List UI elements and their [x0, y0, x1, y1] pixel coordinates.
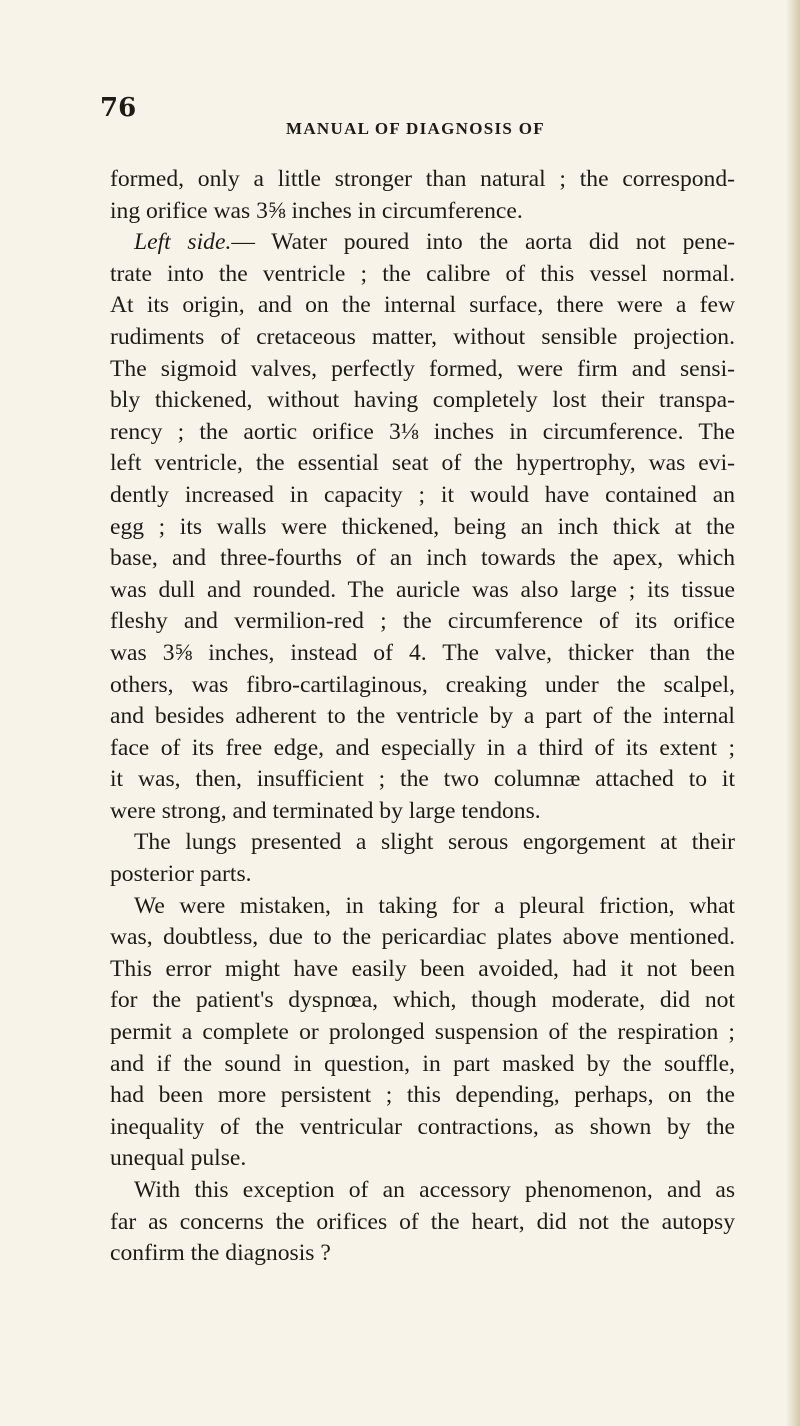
- text-line: This error might have easily been avoided, had it not been: [110, 955, 735, 982]
- text-line: posterior parts.: [110, 861, 252, 888]
- text-line: rudiments of cretaceous matter, without sensible projection.: [110, 323, 735, 350]
- text-line: it was, then, insufficient ; the two columnæ attached to it: [110, 766, 735, 793]
- text-line: ing orifice was 3⅝ inches in circumference.: [110, 197, 523, 224]
- text-line: far as concerns the orifices of the heart, did not the autopsy: [110, 1208, 735, 1235]
- text-line: At its origin, and on the internal surface, there were a few: [110, 292, 735, 319]
- paragraph: [110, 1175, 735, 1270]
- text-line: [110, 227, 735, 259]
- text-line: had been more persistent ; this depending, perhaps, on the: [110, 1082, 735, 1109]
- page-edge-shadow: [786, 0, 800, 1426]
- text-line: permit a complete or prolonged suspension of the respiration ;: [110, 1019, 735, 1046]
- text-line: base, and three-fourths of an inch towards the apex, which: [110, 545, 735, 572]
- italic-lead: Left side.: [134, 229, 232, 256]
- page-header: [100, 93, 740, 138]
- running-head: MANUAL OF DIAGNOSIS OF: [286, 119, 545, 138]
- paragraph: [110, 164, 735, 227]
- page-number: 76: [100, 93, 137, 123]
- paragraph: [110, 827, 735, 890]
- text-line: The lungs presented a slight serous engorgement at their: [134, 829, 735, 856]
- text-line: The sigmoid valves, perfectly formed, were firm and sensi-: [110, 355, 735, 382]
- text-line: dently increased in capacity ; it would have contained an: [110, 481, 735, 508]
- paragraph: [110, 227, 735, 827]
- text-line: left ventricle, the essential seat of the hypertrophy, was evi-: [110, 450, 735, 477]
- text-line: rency ; the aortic orifice 3⅛ inches in circumference. The: [110, 418, 735, 445]
- text-line: fleshy and vermilion-red ; the circumference of its orifice: [110, 608, 735, 635]
- text-line: and if the sound in question, in part masked by the souffle,: [110, 1050, 735, 1077]
- text-line: was 3⅝ inches, instead of 4. The valve, thicker than the: [110, 639, 735, 666]
- text-line: We were mistaken, in taking for a pleural friction, what: [134, 892, 735, 919]
- text-line: and besides adherent to the ventricle by a part of the internal: [110, 703, 735, 730]
- text-line: was dull and rounded. The auricle was also large ; its tissue: [110, 576, 735, 603]
- paragraph: [110, 891, 735, 1175]
- text-line: face of its free edge, and especially in a third of its extent ;: [110, 734, 735, 761]
- text-line: for the patient's dyspnœa, which, though moderate, did not: [110, 987, 735, 1014]
- text-line: confirm the diagnosis ?: [110, 1240, 331, 1267]
- text-line: trate into the ventricle ; the calibre of this vessel normal.: [110, 260, 735, 287]
- text-line: With this exception of an accessory phenomenon, and as: [134, 1177, 735, 1203]
- text-line: egg ; its walls were thickened, being an inch thick at the: [110, 513, 735, 540]
- text-line: formed, only a little stronger than natural ; the correspond-: [110, 166, 735, 192]
- text-line: bly thickened, without having completely lost their transpa-: [110, 387, 735, 414]
- text-line: were strong, and terminated by large tendons.: [110, 797, 541, 824]
- text-line: was, doubtless, due to the pericardiac plates above mentioned.: [110, 924, 735, 951]
- text-line: unequal pulse.: [110, 1145, 247, 1172]
- text-line: inequality of the ventricular contractions, as shown by the: [110, 1113, 735, 1140]
- body-text: [110, 164, 735, 1270]
- text-line: others, was fibro-cartilaginous, creaking under the scalpel,: [110, 671, 735, 698]
- line-text: — Water poured into the aorta did not pene-: [231, 229, 735, 256]
